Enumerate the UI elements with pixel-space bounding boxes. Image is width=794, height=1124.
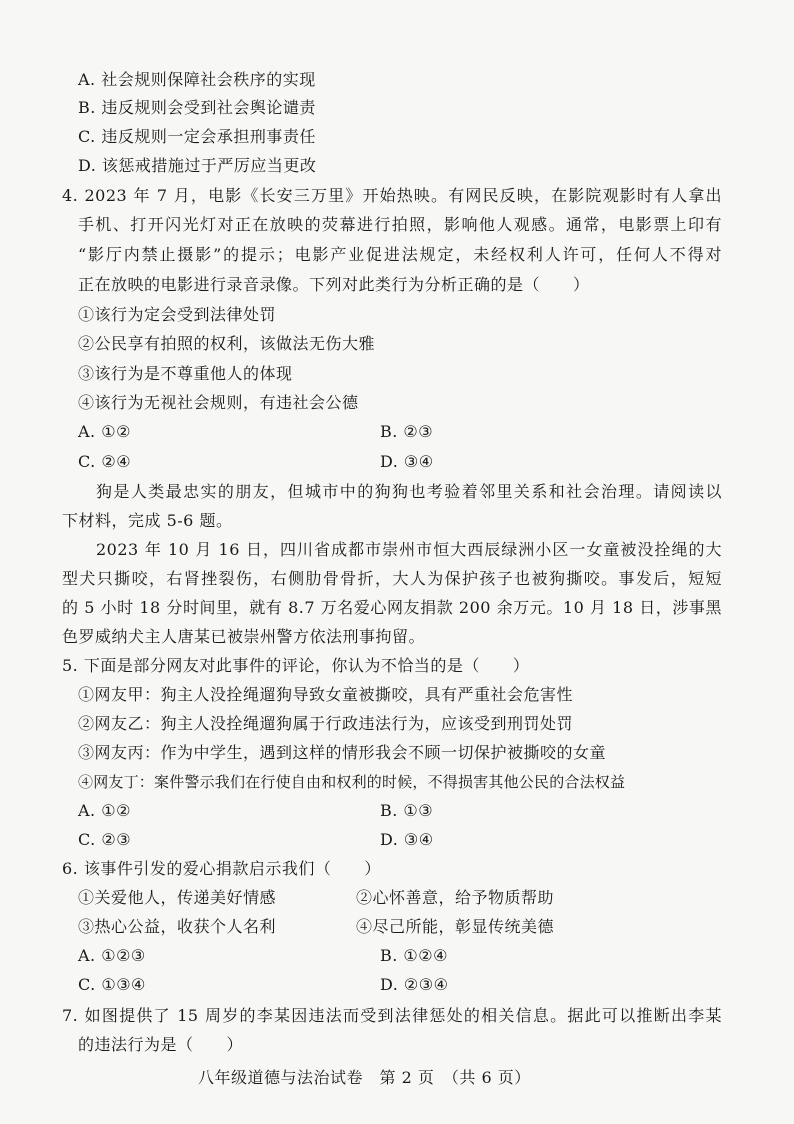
q5-option-b: B. ①③ [380,801,434,820]
q3-option-b: B. 违反规则会受到社会舆论谴责 [78,98,316,117]
q6-statement-3: ③热心公益，收获个人名利 [78,917,277,936]
q4-statement-2: ②公民享有拍照的权利，该做法无伤大雅 [78,334,376,353]
page-footer: 八年级道德与法治试卷 第 2 页 （共 6 页） [198,1068,531,1087]
q5-option-c: C. ②③ [78,830,132,849]
q4-statement-1: ①该行为定会受到法律处罚 [78,305,277,324]
q6-stem: 6. 该事件引发的爱心捐款启示我们（ ） [62,859,381,878]
q5-statement-3: ③网友丙：作为中学生，遇到这样的情形我会不顾一切保护被撕咬的女童 [78,743,607,762]
q4-option-d: D. ③④ [380,452,434,471]
q6-option-d: D. ②③④ [380,975,449,994]
q6-option-c: C. ①③④ [78,975,146,994]
q4-option-c: C. ②④ [78,452,132,471]
q6-option-a: A. ①②③ [78,946,146,965]
q3-option-c: C. 违反规则一定会承担刑事责任 [78,127,316,146]
material-story-line-3: 的 5 小时 18 分时间里，就有 8.7 万名爱心网友捐款 200 余万元。10 月 18 日，涉事黑 [62,598,722,617]
q5-option-d: D. ③④ [380,830,434,849]
q7-stem-line-1: 7. 如图提供了 15 周岁的李某因违法而受到法律惩处的相关信息。据此可以推断出李某 [62,1006,722,1025]
q5-statement-1: ①网友甲：狗主人没拴绳遛狗导致女童被撕咬，具有严重社会危害性 [78,685,574,704]
material-intro-line-2: 下材料，完成 5-6 题。 [62,511,233,530]
q6-option-b: B. ①②④ [380,946,448,965]
q6-statement-2: ②心怀善意，给予物质帮助 [356,888,555,907]
material-story-line-1: 2023 年 10 月 16 日，四川省成都市崇州市恒大西辰绿洲小区一女童被没拴绳的大 [96,540,722,559]
material-story-line-4: 色罗威纳犬主人唐某已被崇州警方依法刑事拘留。 [62,627,426,646]
material-intro-line-1: 狗是人类最忠实的朋友，但城市中的狗狗也考验着邻里关系和社会治理。请阅读以 [96,482,722,501]
q6-statement-1: ①关爱他人，传递美好情感 [78,888,277,907]
q5-statement-2: ②网友乙：狗主人没拴绳遛狗属于行政违法行为，应该受到刑罚处罚 [78,714,574,733]
q4-option-b: B. ②③ [380,422,434,441]
material-story-line-2: 型犬只撕咬，右肾挫裂伤，右侧肋骨骨折，大人为保护孩子也被狗撕咬。事发后，短短 [62,569,722,588]
q4-statement-3: ③该行为是不尊重他人的体现 [78,364,293,383]
q3-option-a: A. 社会规则保障社会秩序的实现 [78,70,316,89]
q4-stem-line-3: “影厅内禁止摄影”的提示；电影产业促进法规定，未经权利人许可，任何人不得对 [78,245,722,264]
q5-option-a: A. ①② [78,801,131,820]
q4-statement-4: ④该行为无视社会规则，有违社会公德 [78,393,359,412]
q3-option-d: D. 该惩戒措施过于严厉应当更改 [78,156,317,175]
q5-stem: 5. 下面是部分网友对此事件的评论，你认为不恰当的是（ ） [62,656,530,675]
q4-stem-line-1: 4. 2023 年 7 月，电影《长安三万里》开始热映。有网民反映，在影院观影时有人拿出 [62,186,722,205]
q5-statement-4: ④网友丁：案件警示我们在行使自由和权利的时候，不得损害其他公民的合法权益 [78,773,626,791]
q4-stem-line-4: 正在放映的电影进行录音录像。下列对此类行为分析正确的是（ ） [78,275,590,294]
q6-statement-4: ④尽己所能，彰显传统美德 [356,917,555,936]
q4-stem-line-2: 手机、打开闪光灯对正在放映的荧幕进行拍照，影响他人观感。通常，电影票上印有 [78,215,722,234]
q7-stem-line-2: 的违法行为是（ ） [78,1035,244,1054]
q4-option-a: A. ①② [78,422,131,441]
